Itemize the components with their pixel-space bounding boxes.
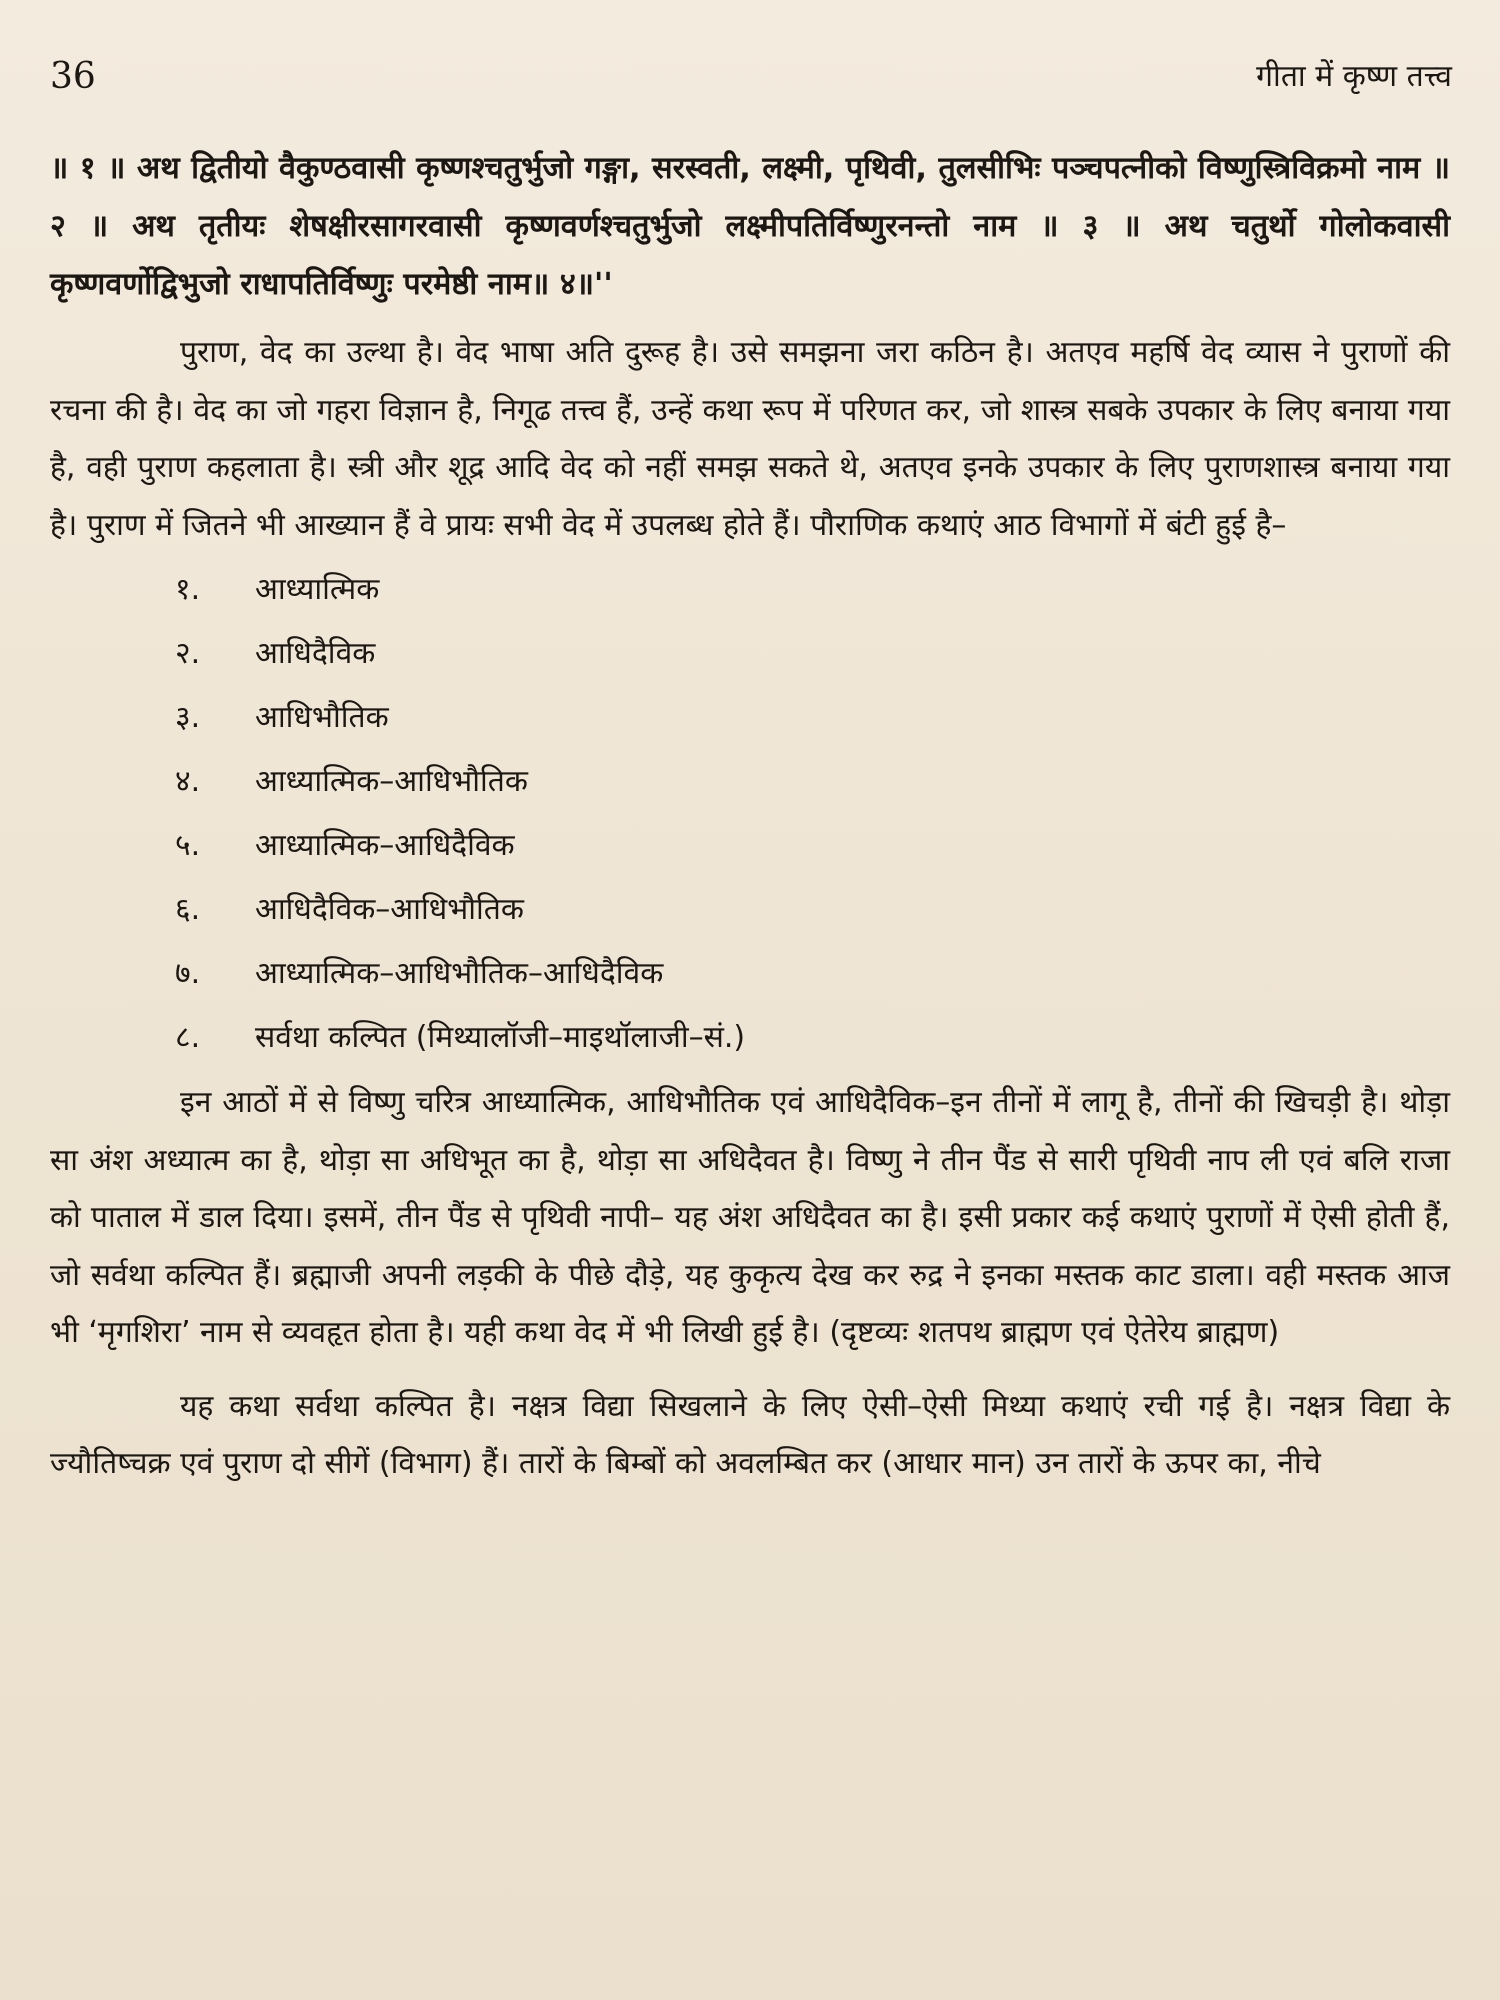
list-text: सर्वथा कल्पित (मिथ्यालॉजी–माइथॉलाजी–सं.) bbox=[255, 1020, 746, 1055]
list-text: आध्यात्मिक–आधिदैविक bbox=[255, 828, 515, 863]
list-text: आध्यात्मिक–आधिभौतिक–आधिदैविक bbox=[255, 956, 664, 991]
paragraph: पुराण, वेद का उल्था है। वेद भाषा अति दुरूह है। उसे समझना जरा कठिन है। अतएव महर्षि वेद व्यास ने पुराणों की रचना की है। वेद का जो गहरा विज्ञान है, निगूढ तत्त्व हैं, उन्हें कथा रूप में परिणत कर, जो शास्त्र सबके उपकार के लिए बनाया गया है, वही पुराण कहलाता है। स्त्री और शूद्र आदि वेद को नहीं समझ सकते थे, अतएव इनके उपकार के लिए पुराणशास्त्र बनाया गया है। पुराण में जितने भी आख्यान हैं वे प्रायः सभी वेद में उपलब्ध होते हैं। पौराणिक कथाएं आठ विभागों में बंटी हुई है– bbox=[50, 335, 1450, 543]
list-item bbox=[50, 622, 1450, 686]
list-item bbox=[50, 1006, 1450, 1070]
list-number: ६. bbox=[175, 892, 201, 927]
list-text: आध्यात्मिक–आधिभौतिक bbox=[255, 764, 528, 799]
list-number: ५. bbox=[175, 828, 201, 863]
list-text: आधिदैविक bbox=[255, 636, 376, 671]
page-number: 36 bbox=[50, 56, 96, 97]
list-number: ७. bbox=[175, 956, 201, 991]
list-number: ३. bbox=[175, 700, 201, 735]
list-item bbox=[50, 878, 1450, 942]
list-item bbox=[50, 814, 1450, 878]
page-header bbox=[50, 52, 1452, 102]
paragraph: इन आठों में से विष्णु चरित्र आध्यात्मिक, आधिभौतिक एवं आधिदैविक–इन तीनों में लागू है, तीनों की खिचड़ी है। थोड़ा सा अंश अध्यात्म का है, थोड़ा सा अधिभूत का है, थोड़ा सा अधिदैवत है। विष्णु ने तीन पैंड से सारी पृथिवी नाप ली एवं बलि राजा को पाताल में डाल दिया। इसमें, तीन पैंड से पृथिवी नापी– यह अंश अधिदैवत का है। इसी प्रकार कई कथाएं पुराणों में ऐसी होती हैं, जो सर्वथा कल्पित हैं। ब्रह्माजी अपनी लड़की के पीछे दौड़े, यह कुकृत्य देख कर रुद्र ने इनका मस्तक काट डाला। वही मस्तक आज भी ‘मृगशिरा’ नाम से व्यवहृत होता है। यही कथा वेद में भी लिखी हुई है। (दृष्टव्यः शतपथ ब्राह्मण एवं ऐतेरेय ब्राह्मण) bbox=[50, 1085, 1450, 1350]
list-text: आधिभौतिक bbox=[255, 700, 389, 735]
list-number: ८. bbox=[175, 1020, 201, 1055]
list-item bbox=[50, 750, 1450, 814]
sanskrit-verse: ॥ १ ॥ अथ द्वितीयो वैकुण्ठवासी कृष्णश्चतुर्भुजो गङ्गा, सरस्वती, लक्ष्मी, पृथिवी, तुलसीभिः पञ्चपत्नीको विष्णुस्त्रिविक्रमो नाम ॥ २ ॥ अथ तृतीयः शेषक्षीरसागरवासी कृष्णवर्णश्चतुर्भुजो लक्ष्मीपतिर्विष्णुरनन्तो नाम ॥ ३ ॥ अथ चतुर्थो गोलोकवासी कृष्णवर्णोद्विभुजो राधापतिर्विष्णुः परमेष्ठी नाम॥ ४॥'' bbox=[50, 151, 1450, 302]
page-body bbox=[50, 140, 1450, 1493]
running-title: गीता में कृष्ण तत्त्व bbox=[1256, 59, 1452, 94]
list-text: आध्यात्मिक bbox=[255, 572, 380, 607]
numbered-list bbox=[50, 558, 1450, 1070]
list-text: आधिदैविक–आधिभौतिक bbox=[255, 892, 524, 927]
list-number: ४. bbox=[175, 764, 201, 799]
list-item bbox=[50, 558, 1450, 622]
list-number: २. bbox=[175, 636, 201, 671]
list-number: १. bbox=[175, 572, 201, 607]
paragraph: यह कथा सर्वथा कल्पित है। नक्षत्र विद्या सिखलाने के लिए ऐसी–ऐसी मिथ्या कथाएं रची गई है। नक्षत्र विद्या के ज्यौतिष्चक्र एवं पुराण दो सीगें (विभाग) हैं। तारों के बिम्बों को अवलम्बित कर (आधार मान) उन तारों के ऊपर का, नीचे bbox=[50, 1388, 1450, 1481]
list-item bbox=[50, 942, 1450, 1006]
list-item bbox=[50, 686, 1450, 750]
